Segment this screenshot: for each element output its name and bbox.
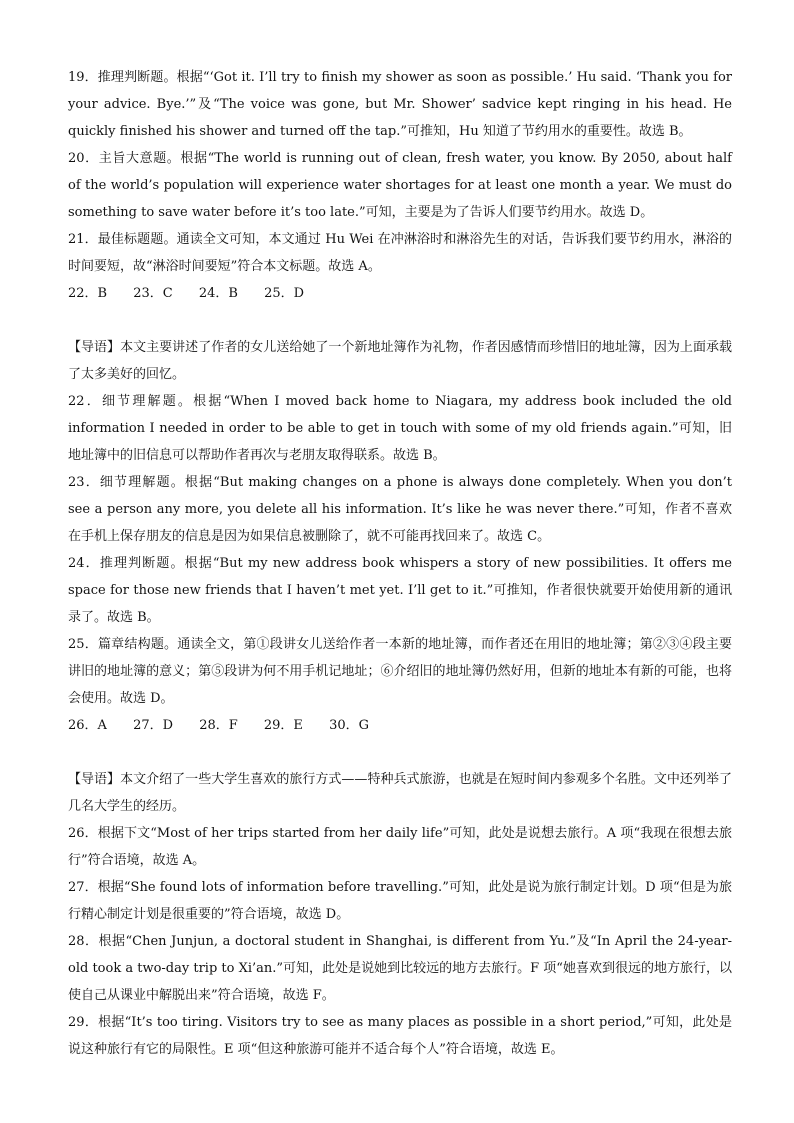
guide-intro-travel: 【导语】本文介绍了一些大学生喜欢的旅行方式——特种兵式旅游，也就是在短时间内参观多个名胜。文中还列举了几名大学生的经历。: [68, 772, 732, 814]
answer-30: 30．G: [329, 718, 370, 733]
guide-intro-address-book: 【导语】本文主要讲述了作者的女儿送给她了一个新地址簿作为礼物，作者因感情而珍惜旧的地址簿，因为上面承载了太多美好的回忆。: [68, 340, 732, 382]
document-page: [68, 64, 732, 1063]
explanation-29: 29．根据“It’s too tiring. Visitors try to see as many places as possible in a short period,”可知，此处是说这种旅行有它的局限性。E 项“但这种旅游可能并不适合每个人”符合语境，故选 E。: [68, 1015, 732, 1057]
answer-24: 24．B: [198, 286, 238, 301]
explanation-28: 28．根据“Chen Junjun, a doctoral student in Shanghai, is different from Yu.”及“In April the 24-year-old took a two-day trip to Xi’an.”可知，此处是说她到比较远的地方去旅行。F 项“她喜欢到很远的地方旅行，以使自己从课业中解脱出来”符合语境，故选 F。: [68, 934, 732, 1003]
explanation-25: 25．篇章结构题。通读全文，第①段讲女儿送给作者一本新的地址簿，而作者还在用旧的地址簿；第②③④段主要讲旧的地址簿的意义；第⑤段讲为何不用手机记地址；⑥介绍旧的地址簿仍然好用，但新的地址本有新的可能，也将会使用。故选 D。: [68, 637, 732, 706]
answer-25: 25．D: [264, 286, 305, 301]
section-spacer: [68, 739, 732, 766]
answer-27: 27．D: [133, 718, 174, 733]
explanation-24: 24．推理判断题。根据“But my new address book whispers a story of new possibilities. It offers me space for those new friends that I haven’t met yet. I’ll get to it.”可推知，作者很快就要开始使用新的通讯录了。故选 B。: [68, 556, 732, 625]
answer-22: 22．B: [68, 286, 108, 301]
answer-key-26-30: [68, 712, 732, 739]
explanation-26: 26．根据下文“Most of her trips started from her daily life”可知，此处是说想去旅行。A 项“我现在很想去旅行”符合语境，故选 A。: [68, 826, 732, 868]
answer-29: 29．E: [263, 718, 303, 733]
explanation-19: 19．推理判断题。根据“‘Got it. I’ll try to finish my shower as soon as possible.’ Hu said. ‘Thank you for your advice. Bye.’”及“The voice was gone, but Mr. Shower’ sadvice kept ringing in his head. He quickly finished his shower and turned off the tap.”可推知，Hu 知道了节约用水的重要性。故选 B。: [68, 70, 732, 139]
explanation-22: 22．细节理解题。根据“When I moved back home to Niagara, my address book included the old information I needed in order to be able to get in touch with some of my old friends again.”可知，旧地址簿中的旧信息可以帮助作者再次与老朋友取得联系。故选 B。: [68, 394, 732, 463]
answer-28: 28．F: [199, 718, 238, 733]
section-spacer: [68, 307, 732, 334]
explanation-23: 23．细节理解题。根据“But making changes on a phone is always done completely. When you don’t see a person any more, you delete all his information. It’s like he was never there.”可知，作者不喜欢在手机上保存朋友的信息是因为如果信息被删除了，就不可能再找回来了。故选 C。: [68, 475, 732, 544]
explanation-21: 21．最佳标题题。通读全文可知，本文通过 Hu Wei 在冲淋浴时和淋浴先生的对话，告诉我们要节约用水，淋浴的时间要短，故“淋浴时间要短”符合本文标题。故选 A。: [68, 232, 732, 274]
explanation-27: 27．根据“She found lots of information before travelling.”可知，此处是说为旅行制定计划。D 项“但是为旅行精心制定计划是很重要的”符合语境，故选 D。: [68, 880, 732, 922]
explanation-20: 20．主旨大意题。根据“The world is running out of clean, fresh water, you know. By 2050, about half of the world’s population will experience water shortages for at least one month a year. We must do something to save water before it’s too late.”可知，主要是为了告诉人们要节约用水。故选 D。: [68, 151, 732, 220]
answer-23: 23．C: [133, 286, 173, 301]
answer-26: 26．A: [68, 718, 107, 733]
answer-key-22-25: [68, 280, 732, 307]
